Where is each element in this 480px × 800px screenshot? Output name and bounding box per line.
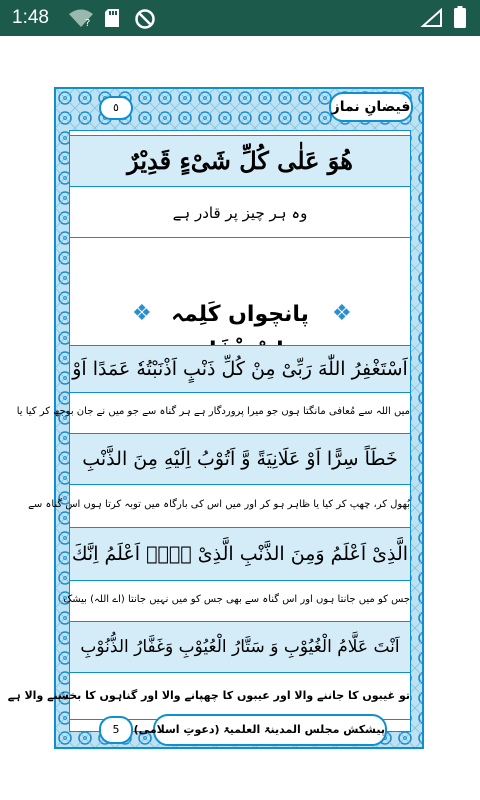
verse-translation: وہ ہر چیز پر قادر ہے: [172, 204, 308, 222]
battery-icon: [454, 6, 466, 32]
signal-icon: [422, 9, 442, 31]
title-ornament-right-icon: ❖: [332, 301, 352, 326]
header-page-number: ٥: [99, 96, 133, 120]
do-not-disturb-icon: [134, 8, 156, 34]
page-content: [7, 130, 411, 732]
kalima-translation-2: بُھول کر، چھپ کر کیا یا ظاہر ہو کر اور میں اس کی بارگاہ میں توبہ کرتا ہوں اس گناہ سے: [70, 485, 410, 525]
title-ornament-left-icon: ❖: [132, 301, 152, 326]
kalima-translation-4: تو غیبوں کا جاننے والا اور عیبوں کا چھپانے والا اور گناہوں کا بخشنے والا ہے: [70, 673, 410, 720]
kalima-translation-3: جس کو میں جانتا ہوں اور اس گناہ سے بھی جس کو میں نہیں جانتا (اے اللہ) بیشک: [70, 581, 410, 619]
kalima-line-2: خَطَاً سِرًّا اَوْ عَلَانِیَةً وَّ اَتُوْبُ اِلَیْهِ مِنَ الذَّنْبِ: [70, 433, 410, 485]
status-time: 1:48: [12, 7, 49, 28]
status-bar: [0, 0, 480, 36]
header-title: فیضانِ نماز: [329, 92, 413, 122]
footer-publisher: پیشکش مجلس المدینۃ العلمیۃ (دعوتِ اسلامی): [153, 714, 387, 746]
kalima-line-1: اَسْتَغْفِرُ اللّٰهَ رَبِّیْ مِنْ كُلِّ ذَنْبٍ اَذْنَبْتُهٗ عَمَدًا اَوْ: [70, 345, 410, 393]
kalima-line-4: اَنْتَ عَلَّامُ الْغُیُوْبِ وَ سَتَّارُ الْعُیُوْبِ وَغَفَّارُ الذُّنُوْبِ: [70, 621, 410, 673]
kalima-title: پانچواں کَلِمہ: [171, 302, 309, 327]
kalima-line-3: الَّذِیْ اَعْلَمُ وَمِنَ الذَّنْبِ الَّذِیْ لَاۤ اَعْلَمُ اِنَّكَ: [70, 527, 410, 581]
footer-page-number: 5: [99, 716, 133, 744]
wifi-question-icon: [68, 8, 94, 32]
book-page: [7, 88, 423, 748]
verse-arabic: هُوَ عَلٰى كُلِّ شَیْءٍ قَدِیْرٌ: [127, 146, 353, 175]
sd-card-icon: [104, 8, 120, 32]
verse-translation-panel: [70, 189, 410, 238]
verse-panel: [70, 135, 410, 187]
kalima-translation-1: میں اللہ سے مُعافی مانگتا ہوں جو میرا پروردگار ہے ہر گناہ سے جو میں نے جان بوجھ کر کیا یا: [70, 393, 410, 431]
svg-text:?: ?: [85, 18, 91, 29]
